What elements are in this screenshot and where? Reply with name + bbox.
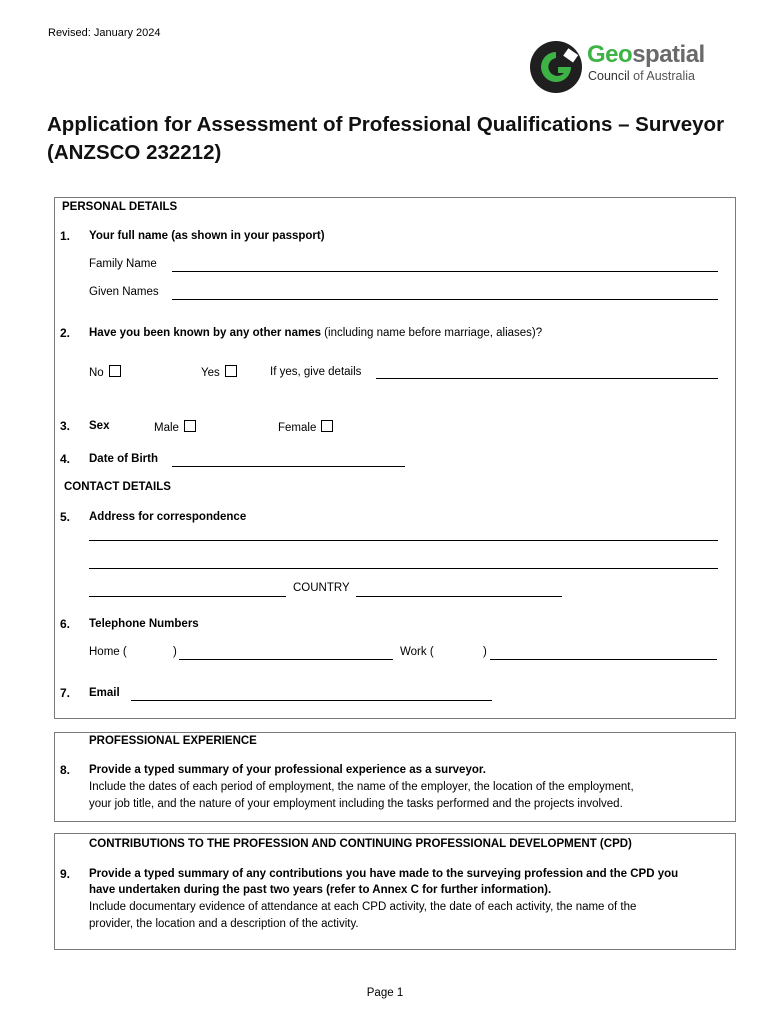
logo-wordmark: Geospatial [587,41,705,68]
given-names-field[interactable] [172,299,718,300]
q9-instruction-2: provider, the location and a description of the activity. [89,918,359,930]
q5-number: 5. [60,510,71,524]
home-phone-label: Home ( [89,646,127,658]
sex-male: Male [154,420,196,434]
no-checkbox[interactable] [109,365,121,377]
q8-label: Provide a typed summary of your professional experience as a surveyor. [89,764,486,776]
given-names-label: Given Names [89,286,159,298]
q4-label: Date of Birth [89,453,158,465]
q5-label: Address for correspondence [89,511,247,523]
country-field[interactable] [356,596,562,597]
logo-g-mark-icon [529,39,583,95]
q8-instruction-1: Include the dates of each period of employment, the name of the employer, the location of the employment, [89,781,634,793]
yes-checkbox[interactable] [225,365,237,377]
q9-number: 9. [60,867,71,881]
address-line-3-field[interactable] [89,596,286,597]
family-name-field[interactable] [172,271,718,272]
other-names-yes: Yes [201,365,237,379]
other-names-details-label: If yes, give details [270,366,362,378]
revised-date: Revised: January 2024 [48,27,161,39]
geospatial-council-logo [529,39,719,95]
q3-label: Sex [89,420,110,432]
work-phone-field[interactable] [490,659,717,660]
q9-label-line-1: Provide a typed summary of any contributions you have made to the surveying profession and the CPD you [89,868,679,880]
home-phone-field[interactable] [179,659,393,660]
q3-number: 3. [60,419,71,433]
q7-number: 7. [60,686,71,700]
q6-label: Telephone Numbers [89,618,199,630]
q9-instruction-1: Include documentary evidence of attendance at each CPD activity, the date of each activity, the name of the [89,901,637,913]
professional-experience-heading: PROFESSIONAL EXPERIENCE [89,735,257,747]
q8-number: 8. [60,763,71,777]
country-label: COUNTRY [293,582,350,594]
logo-subtitle: Council of Australia [588,69,696,83]
cpd-heading: CONTRIBUTIONS TO THE PROFESSION AND CONTINUING PROFESSIONAL DEVELOPMENT (CPD) [89,838,632,850]
q4-number: 4. [60,452,71,466]
other-names-details-field[interactable] [376,378,718,379]
home-phone-close: ) [173,646,177,658]
q9-label-line-2: have undertaken during the past two years (refer to Annex C for further information). [89,884,552,896]
q2-number: 2. [60,326,71,340]
email-field[interactable] [131,700,492,701]
q7-label: Email [89,687,120,699]
q1-label: Your full name (as shown in your passport) [89,230,325,242]
personal-details-heading: PERSONAL DETAILS [62,201,178,213]
male-checkbox[interactable] [184,420,196,432]
contact-details-heading: CONTACT DETAILS [64,481,171,493]
work-phone-label: Work ( [400,646,434,658]
other-names-no: No [89,365,121,379]
sex-female: Female [278,420,333,434]
q1-number: 1. [60,229,71,243]
page-number: Page 1 [366,987,404,999]
work-phone-close: ) [483,646,487,658]
family-name-label: Family Name [89,258,157,270]
date-of-birth-field[interactable] [172,466,405,467]
female-checkbox[interactable] [321,420,333,432]
q6-number: 6. [60,617,71,631]
address-line-1-field[interactable] [89,540,718,541]
address-line-2-field[interactable] [89,568,718,569]
q2-label: Have you been known by any other names (including name before marriage, aliases)? [89,327,543,339]
q8-instruction-2: your job title, and the nature of your employment including the tasks performed and the projects involved. [89,798,623,810]
page-title: Application for Assessment of Professional Qualifications – Surveyor (ANZSCO 232212) [47,113,725,164]
